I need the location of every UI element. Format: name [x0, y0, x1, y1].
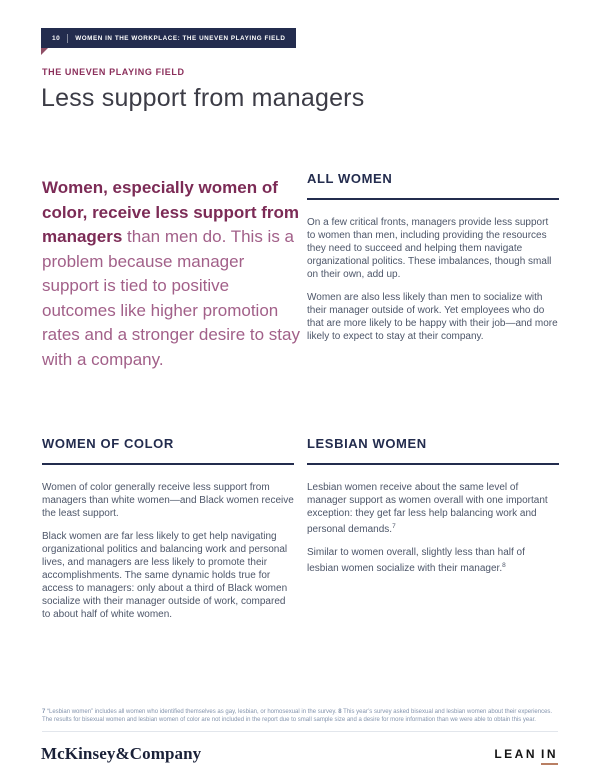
ribbon-divider	[67, 34, 68, 43]
paragraph-text: Similar to women overall, slightly less than half of lesbian women socialize with their manager.	[307, 547, 525, 574]
paragraph: Women of color generally receive less support from managers than white women—and Black women receive the least support.	[42, 482, 294, 519]
page-number: 10	[52, 34, 61, 42]
paragraph: Women are also less likely than men to socialize with their manager outside of work. Yet employees who do that are more likely to be happy with their job—and more likely to expect to stay at their company.	[307, 292, 558, 342]
section-rule	[42, 463, 294, 465]
header-ribbon	[41, 28, 296, 48]
footnote-reference-7: 7	[392, 523, 396, 530]
section-heading-women-of-color: WOMEN OF COLOR	[42, 436, 174, 451]
paragraph: On a few critical fronts, managers provide less support to women than men, including providing the resources they need to succeed and helping them navigate organizational politics. These imbalances, though small on their own, add up.	[307, 217, 552, 280]
footnote-text-8: This year’s survey asked bisexual and lesbian women about their experiences. The results for bisexual women and lesbian women of color are not included in the report due to small sample size and a desire for more information than we were able to obtain this year.	[42, 709, 553, 723]
section-women-of-color	[42, 436, 294, 621]
page-title: Less support from managers	[41, 84, 365, 112]
section-all-women	[307, 171, 559, 343]
footnote-marker-8: 8	[338, 709, 342, 715]
section-rule	[307, 463, 559, 465]
lean-in-logo-in: IN	[541, 747, 558, 765]
section-heading-all-women: ALL WOMEN	[307, 171, 393, 186]
intro-lede	[42, 176, 300, 372]
ribbon-fold-triangle	[41, 48, 48, 55]
section-lesbian-women	[307, 436, 559, 575]
paragraph: Black women are far less likely to get help navigating organizational politics and balancing work and personal lives, and managers are less likely to promote their accomplishments. The same dynamic holds true for access to managers: only about a third of Black women socialize with their manager outside of work, compared to about half of white women.	[42, 531, 288, 620]
section-eyebrow: THE UNEVEN PLAYING FIELD	[42, 67, 185, 77]
report-title: WOMEN IN THE WORKPLACE: THE UNEVEN PLAYING FIELD	[75, 34, 286, 42]
section-heading-lesbian-women: LESBIAN WOMEN	[307, 436, 427, 451]
paragraph-text: Lesbian women receive about the same level of manager support as women overall with one important exception: they get far less help balancing work and personal demands.	[307, 482, 548, 535]
footnote-reference-8: 8	[502, 562, 506, 569]
intro-lede-regular: than men do. This is a problem because manager support is tied to positive outcomes like higher promotion rates and a stronger desire to stay with a company.	[42, 227, 300, 369]
footer-divider	[42, 731, 558, 732]
lean-in-logo-lean: LEAN	[494, 747, 537, 761]
footnote-text-7: “Lesbian women” includes all women who identified themselves as gay, lesbian, or homosexual in the survey.	[45, 709, 339, 715]
mckinsey-company-logo: McKinsey&Company	[41, 744, 202, 763]
lean-in-logo	[494, 747, 558, 761]
footnote-marker-7: 7	[42, 709, 46, 715]
footnotes	[42, 709, 560, 725]
paragraph	[307, 546, 559, 575]
intro-lede-bold: Women, especially women of color, receive less support from managers	[42, 178, 299, 246]
paragraph	[307, 481, 559, 536]
section-rule	[307, 198, 559, 200]
